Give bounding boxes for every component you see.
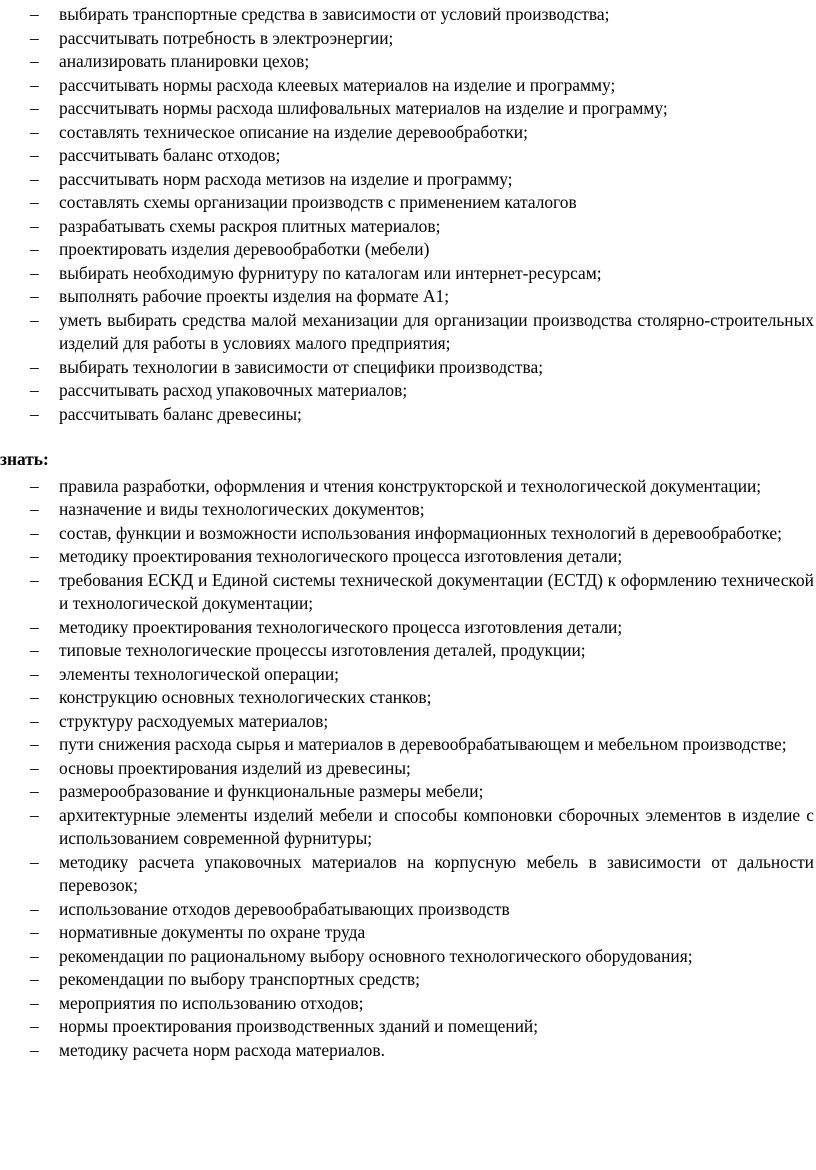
dash-bullet-icon: – [30,1039,39,1060]
list-item [0,1015,816,1039]
list-item [0,1039,816,1063]
list-item [0,356,816,380]
list-item [0,992,816,1016]
dash-bullet-icon: – [30,851,39,872]
list-item-text: разрабатывать схемы раскроя плитных материалов; [59,215,441,236]
dash-bullet-icon: – [30,27,39,48]
dash-bullet-icon: – [30,356,39,377]
dash-bullet-icon: – [30,945,39,966]
list-item [0,498,816,522]
list-item [0,686,816,710]
list-item-text: пути снижения расхода сырья и материалов в деревообрабатывающем и мебельном производстве; [59,734,787,754]
list-item-text: методику расчета упаковочных материалов на корпусную мебель в зависимости от дальности перевозок; [59,851,814,895]
list-item-text: размерообразование и функциональные размеры мебели; [59,781,484,801]
document-page [0,3,816,1062]
dash-bullet-icon: – [30,239,39,259]
list-item-text: выполнять рабочие проекты изделия на формате А1; [59,286,450,306]
dash-bullet-icon: – [30,616,39,637]
list-item-text: типовые технологические процессы изготовления деталей, продукции; [59,640,586,660]
list-item-text: назначение и виды технологических документов; [59,499,425,519]
list-item-text: рекомендации по рациональному выбору основного технологического оборудования; [59,945,693,966]
list-item [0,238,816,262]
list-item-text: рассчитывать нормы расхода шлифовальных материалов на изделие и программу; [59,98,668,118]
list-item [0,663,816,687]
skills-list [0,3,816,426]
dash-bullet-icon: – [30,546,39,566]
list-item [0,921,816,945]
know-heading: знать: [0,449,49,469]
list-item-text: конструкцию основных технологических станков; [59,687,432,707]
list-item [0,616,816,640]
list-item-text: методику расчета норм расхода материалов. [59,1039,385,1060]
list-item-text: анализировать планировки цехов; [59,51,310,71]
dash-bullet-icon: – [30,309,39,330]
dash-bullet-icon: – [30,569,39,590]
dash-bullet-icon: – [30,121,39,142]
list-item [0,733,816,757]
list-item [0,262,816,286]
dash-bullet-icon: – [30,663,39,684]
list-item-text: рассчитывать потребность в электроэнергии; [59,27,394,48]
dash-bullet-icon: – [30,781,39,801]
list-item-text: выбирать транспортные средства в зависимости от условий производства; [59,4,610,24]
dash-bullet-icon: – [30,475,39,496]
dash-bullet-icon: – [30,922,39,942]
list-item-text: основы проектирования изделий из древесины; [59,757,411,778]
knowledge-list [0,475,816,1063]
list-item [0,757,816,781]
list-item [0,968,816,992]
dash-bullet-icon: – [30,757,39,778]
list-item [0,379,816,403]
list-item [0,403,816,427]
dash-bullet-icon: – [30,168,39,189]
list-item-text: составлять техническое описание на изделие деревообработки; [59,121,528,142]
list-item-text: составлять схемы организации производств с применением каталогов [59,192,577,212]
list-item-text: рассчитывать расход упаковочных материалов; [59,380,408,400]
list-item-text: методику проектирования технологического процесса изготовления детали; [59,616,623,637]
dash-bullet-icon: – [30,804,39,825]
list-item-text: рассчитывать баланс отходов; [59,145,281,165]
list-item [0,945,816,969]
list-item [0,144,816,168]
list-item-text: методику проектирования технологического процесса изготовления детали; [59,546,623,566]
dash-bullet-icon: – [30,262,39,283]
dash-bullet-icon: – [30,969,39,989]
list-item [0,215,816,239]
dash-bullet-icon: – [30,710,39,731]
list-item-text: рассчитывать нормы расхода клеевых материалов на изделие и программу; [59,74,616,95]
dash-bullet-icon: – [30,4,39,24]
dash-bullet-icon: – [30,74,39,95]
dash-bullet-icon: – [30,192,39,212]
dash-bullet-icon: – [30,522,39,543]
list-item-text: мероприятия по использованию отходов; [59,992,364,1013]
dash-bullet-icon: – [30,898,39,919]
list-item [0,522,816,546]
dash-bullet-icon: – [30,992,39,1013]
list-item-text: элементы технологической операции; [59,663,339,684]
list-item-text: рекомендации по выбору транспортных средств; [59,969,420,989]
dash-bullet-icon: – [30,687,39,707]
list-item [0,898,816,922]
list-item-text: использование отходов деревообрабатывающих производств [59,898,510,919]
list-item [0,475,816,499]
list-item [0,168,816,192]
list-item [0,121,816,145]
list-item [0,780,816,804]
list-item [0,710,816,734]
list-item-text: выбирать необходимую фурнитуру по каталогам или интернет-ресурсам; [59,262,602,283]
list-item-text: правила разработки, оформления и чтения конструкторской и технологической документации; [59,475,762,496]
list-item-text: структуру расходуемых материалов; [59,710,329,731]
list-item [0,804,816,851]
list-item [0,545,816,569]
list-item [0,27,816,51]
list-item [0,309,816,356]
dash-bullet-icon: – [30,734,39,754]
list-item [0,50,816,74]
list-item [0,191,816,215]
dash-bullet-icon: – [30,499,39,519]
dash-bullet-icon: – [30,380,39,400]
list-item-text: состав, функции и возможности использования информационных технологий в деревообработке; [59,522,782,543]
dash-bullet-icon: – [30,1016,39,1036]
list-item [0,851,816,898]
dash-bullet-icon: – [30,403,39,424]
dash-bullet-icon: – [30,51,39,71]
list-item [0,74,816,98]
dash-bullet-icon: – [30,215,39,236]
dash-bullet-icon: – [30,640,39,660]
list-item-text: требования ЕСКД и Единой системы технической документации (ЕСТД) к оформлению технической и технологической документации; [59,569,814,613]
list-item [0,639,816,663]
list-item-text: рассчитывать баланс древесины; [59,403,302,424]
list-item [0,569,816,616]
list-item-text: рассчитывать норм расхода метизов на изделие и программу; [59,168,513,189]
list-item-text: нормы проектирования производственных зданий и помещений; [59,1016,539,1036]
list-item [0,97,816,121]
dash-bullet-icon: – [30,286,39,306]
list-item [0,3,816,27]
list-item-text: архитектурные элементы изделий мебели и способы компоновки сборочных элементов в изделие с использованием современной фурнитуры; [59,804,814,848]
list-item [0,285,816,309]
dash-bullet-icon: – [30,145,39,165]
list-item-text: нормативные документы по охране труда [59,922,366,942]
dash-bullet-icon: – [30,98,39,118]
list-item-text: выбирать технологии в зависимости от специфики производства; [59,356,544,377]
list-item-text: проектировать изделия деревообработки (мебели) [59,239,430,259]
list-item-text: уметь выбирать средства малой механизации для организации производства столярно-строительных изделий для работы в условиях малого предприятия; [59,309,814,353]
